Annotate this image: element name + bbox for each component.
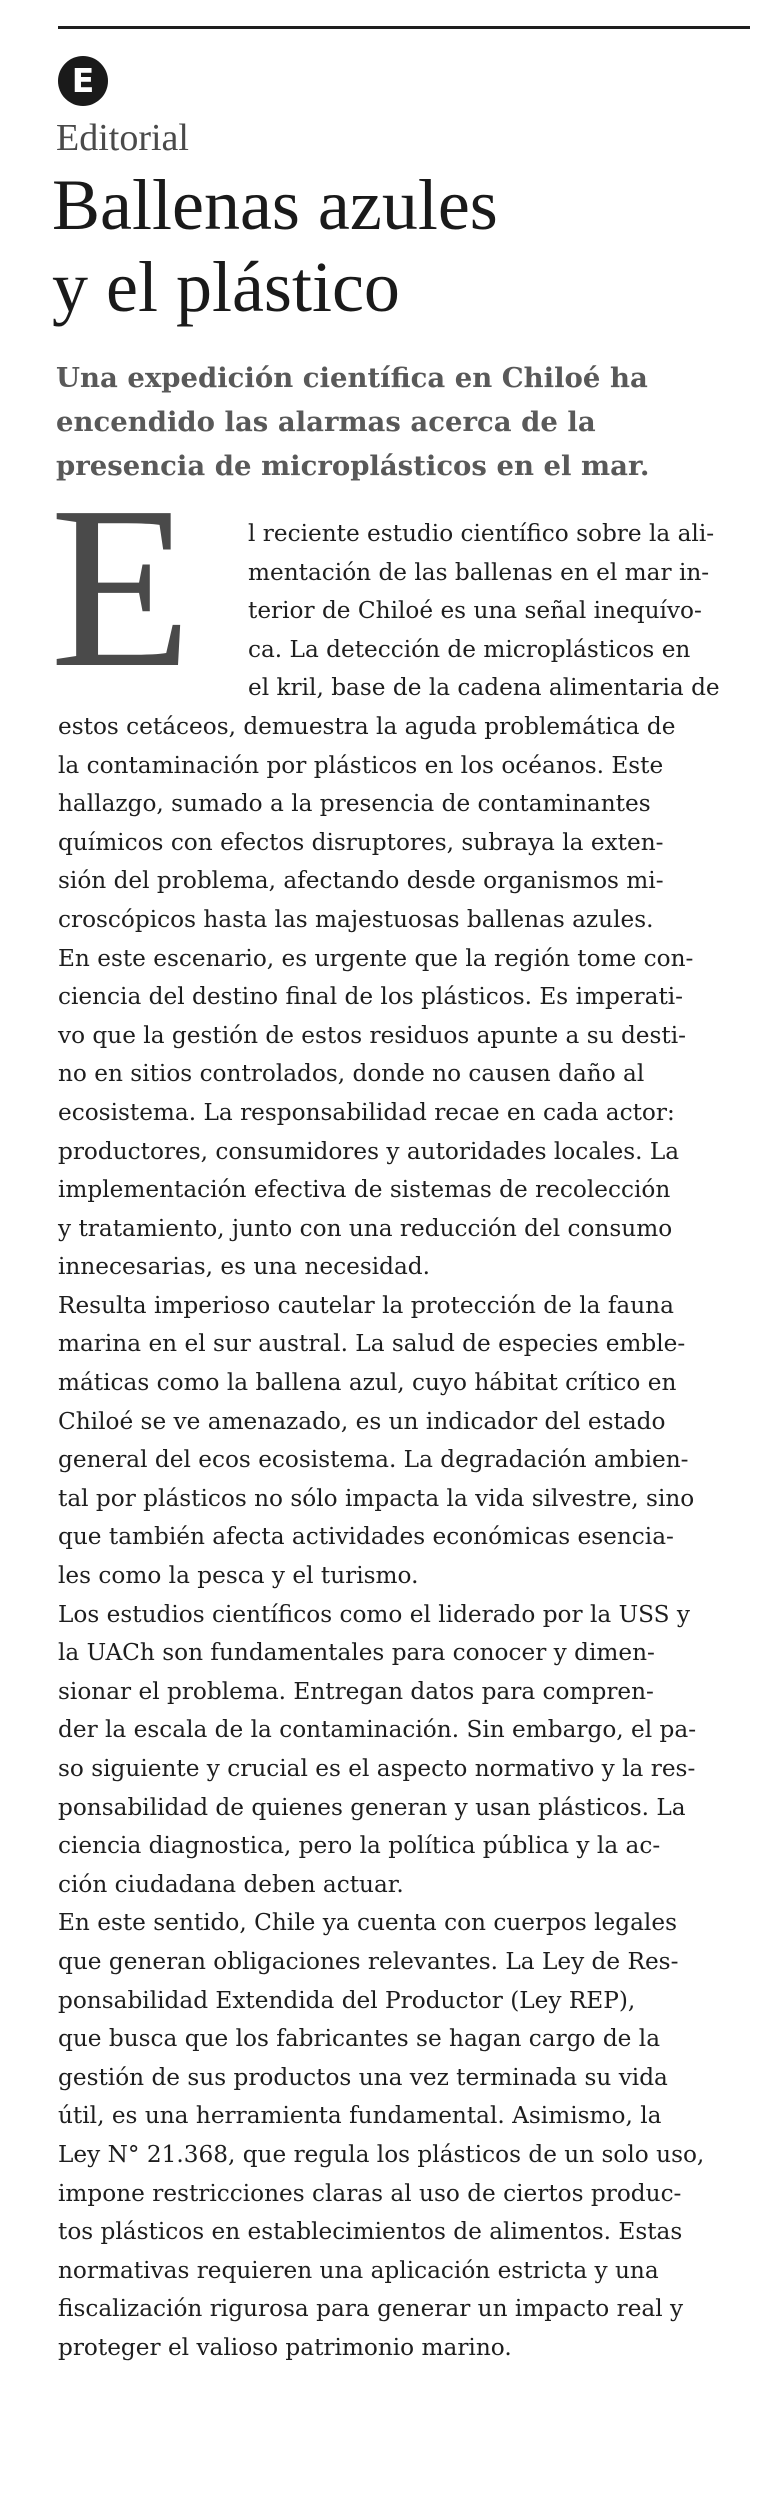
lead-line: encendido las alarmas acerca de la: [56, 406, 596, 438]
drop-cap: E: [50, 459, 192, 716]
body-line: útil, es una herramienta fundamental. Asimismo, la: [58, 2102, 662, 2130]
body-line: normativas requieren una aplicación estricta y una: [58, 2256, 659, 2284]
body-line: impone restricciones claras al uso de ciertos produc-: [58, 2179, 682, 2207]
lead-line: Una expedición científica en Chiloé ha: [56, 362, 648, 394]
section-badge: E: [58, 56, 108, 106]
body-line: productores, consumidores y autoridades locales. La: [58, 1137, 680, 1165]
body-line: la UACh son fundamentales para conocer y dimen-: [58, 1639, 655, 1667]
body-line: que también afecta actividades económicas esencia-: [58, 1523, 674, 1551]
body-line: que generan obligaciones relevantes. La Ley de Res-: [58, 1947, 679, 1975]
body-line: ponsabilidad Extendida del Productor (Ley REP),: [58, 1986, 636, 2014]
body-line: der la escala de la contaminación. Sin embargo, el pa-: [58, 1716, 697, 1744]
lead-line: presencia de microplásticos en el mar.: [56, 450, 650, 482]
body-line: Ley N° 21.368, que regula los plásticos de un solo uso,: [58, 2140, 705, 2168]
body-line: gestión de sus productos una vez terminada su vida: [58, 2063, 668, 2091]
body-line: Chiloé se ve amenazado, es un indicador del estado: [58, 1407, 666, 1435]
body-line: ecosistema. La responsabilidad recae en cada actor:: [58, 1098, 675, 1126]
top-rule: [58, 26, 750, 29]
headline-line: y el plástico: [52, 247, 400, 327]
body-line: Los estudios científicos como el liderado por la USS y: [58, 1600, 690, 1628]
body-line: máticas como la ballena azul, cuyo hábitat crítico en: [58, 1369, 677, 1397]
body-line: tos plásticos en establecimientos de alimentos. Estas: [58, 2218, 683, 2246]
body-line: implementación efectiva de sistemas de recolección: [58, 1176, 671, 1204]
body-line: estos cetáceos, demuestra la aguda problemática de: [58, 712, 676, 740]
body-line: y tratamiento, junto con una reducción del consumo: [58, 1214, 673, 1242]
body-line: En este escenario, es urgente que la región tome con-: [58, 944, 694, 972]
body-line: ciencia del destino final de los plásticos. Es imperati-: [58, 983, 684, 1011]
body-line: innecesarias, es una necesidad.: [58, 1253, 431, 1281]
body-line: hallazgo, sumado a la presencia de contaminantes: [58, 790, 651, 818]
article-body: [58, 515, 748, 2368]
body-line: En este sentido, Chile ya cuenta con cuerpos legales: [58, 1909, 677, 1937]
body-line: croscópicos hasta las majestuosas ballenas azules.: [58, 905, 654, 933]
body-line: ponsabilidad de quienes generan y usan plásticos. La: [58, 1793, 686, 1821]
body-line: terior de Chiloé es una señal inequívo-: [248, 597, 702, 625]
body-line: Resulta imperioso cautelar la protección de la fauna: [58, 1291, 674, 1319]
body-line: so siguiente y crucial es el aspecto normativo y la res-: [58, 1755, 696, 1782]
headline: [52, 164, 752, 328]
body-line: sionar el problema. Entregan datos para compren-: [58, 1677, 654, 1705]
body-line: proteger el valioso patrimonio marino.: [58, 2333, 512, 2361]
body-line: ciencia diagnostica, pero la política pública y la ac-: [58, 1832, 661, 1860]
body-line: la contaminación por plásticos en los océanos. Este: [58, 751, 664, 779]
body-line: sión del problema, afectando desde organismos mi-: [58, 867, 664, 895]
headline-line: Ballenas azules: [52, 165, 498, 245]
body-line: fiscalización rigurosa para generar un impacto real y: [58, 2295, 684, 2323]
body-line: vo que la gestión de estos residuos apunte a su desti-: [58, 1021, 686, 1049]
body-line: mentación de las ballenas en el mar in-: [248, 558, 710, 586]
body-line: ción ciudadana deben actuar.: [58, 1870, 404, 1898]
body-line: ca. La detección de microplásticos en: [248, 635, 691, 663]
body-line: químicos con efectos disruptores, subraya la exten-: [58, 828, 664, 856]
body-line: el kril, base de la cadena alimentaria de: [248, 674, 720, 702]
body-line: no en sitios controlados, donde no causen daño al: [58, 1060, 645, 1088]
body-line: marina en el sur austral. La salud de especies emble-: [58, 1330, 686, 1358]
section-label: Editorial: [56, 117, 189, 159]
body-line: general del ecos ecosistema. La degradación ambien-: [58, 1446, 689, 1474]
body-line: que busca que los fabricantes se hagan cargo de la: [58, 2025, 661, 2053]
body-line: les como la pesca y el turismo.: [58, 1562, 419, 1590]
body-line: l reciente estudio científico sobre la ali-: [248, 520, 715, 547]
body-line: tal por plásticos no sólo impacta la vida silvestre, sino: [58, 1484, 695, 1512]
